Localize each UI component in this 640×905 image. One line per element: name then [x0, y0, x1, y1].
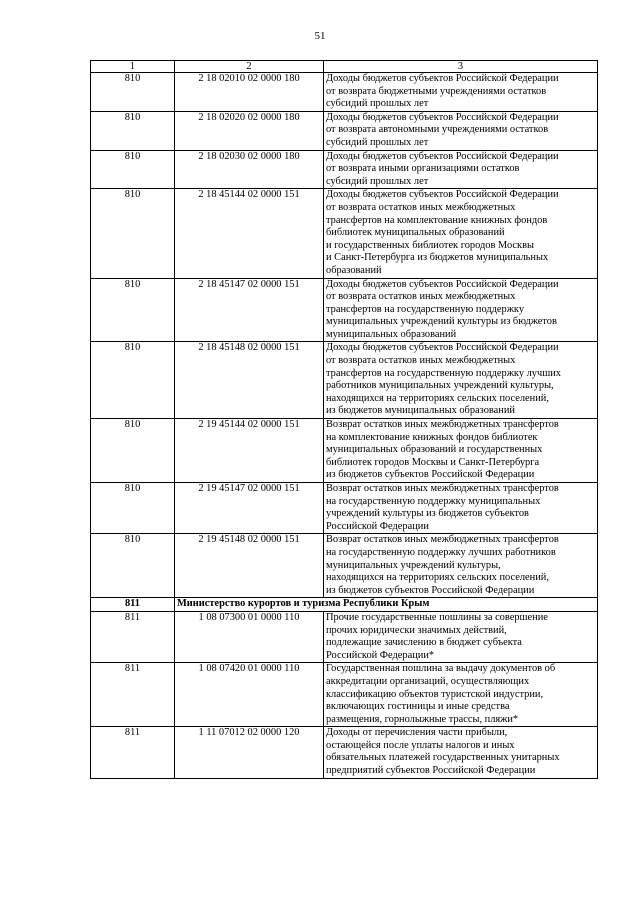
table-row — [91, 278, 598, 342]
description-line: и государственных библиотек городов Москвы — [326, 239, 534, 251]
revenue-description — [324, 189, 598, 278]
description-line: включающих гостиницы и иные средства — [326, 701, 510, 713]
table-row — [91, 189, 598, 278]
description-line: Российской Федерации* — [326, 649, 435, 661]
revenue-description — [324, 342, 598, 419]
description-line: трансфертов на государственную поддержку лучших — [326, 367, 561, 379]
administrator-code: 811 — [91, 663, 175, 727]
description-line: Прочие государственные пошлины за совершение — [326, 611, 548, 623]
column-header-1: 1 — [91, 61, 175, 73]
budget-classification-code: 1 08 07300 01 0000 110 — [175, 611, 324, 662]
description-line: от возврата остатков иных межбюджетных — [326, 291, 516, 303]
revenue-description — [324, 534, 598, 598]
description-line: от возврата иными организациями остатков — [326, 163, 520, 175]
description-line: Доходы бюджетов субъектов Российской Федерации — [326, 189, 559, 201]
table-row — [91, 483, 598, 534]
budget-classification-code: 1 08 07420 01 0000 110 — [175, 663, 324, 727]
administrator-code: 810 — [91, 111, 175, 150]
description-line: муниципальных образований — [326, 328, 457, 340]
budget-classification-code: 2 18 45144 02 0000 151 — [175, 189, 324, 278]
description-line: муниципальных образований и государственных — [326, 444, 543, 456]
administrator-code: 810 — [91, 342, 175, 419]
table-row — [91, 611, 598, 662]
description-line: от возврата остатков иных межбюджетных — [326, 355, 516, 367]
revenue-description — [324, 73, 598, 112]
administrator-code: 810 — [91, 73, 175, 112]
description-line: остающейся после уплаты налогов и иных — [326, 739, 515, 751]
description-line: от возврата остатков иных межбюджетных — [326, 201, 516, 213]
administrator-code: 810 — [91, 189, 175, 278]
description-line: от возврата автономными учреждениями остатков — [326, 124, 549, 136]
budget-classification-code: 2 18 02020 02 0000 180 — [175, 111, 324, 150]
description-line: размещения, горнолыжные трассы, пляжи* — [326, 713, 519, 725]
table-row — [91, 727, 598, 778]
description-line: Государственная пошлина за выдачу документов об — [326, 663, 556, 675]
column-header-2: 2 — [175, 61, 324, 73]
description-line: предприятий субъектов Российской Федерации — [326, 765, 536, 777]
revenue-codes-table — [90, 60, 598, 779]
description-line: Доходы бюджетов субъектов Российской Федерации — [326, 111, 559, 123]
description-line: трансфертов на комплектование книжных фондов — [326, 214, 548, 226]
budget-classification-code: 1 11 07012 02 0000 120 — [175, 727, 324, 778]
budget-classification-code: 2 19 45148 02 0000 151 — [175, 534, 324, 598]
description-line: на комплектование книжных фондов библиотек — [326, 431, 538, 443]
description-line: находящихся на территориях сельских поселений, — [326, 392, 549, 404]
description-line: работников муниципальных учреждений культуры, — [326, 380, 554, 392]
description-line: обязательных платежей государственных унитарных — [326, 752, 560, 764]
revenue-description — [324, 663, 598, 727]
description-line: библиотек муниципальных образований — [326, 227, 505, 239]
description-line: находящихся на территориях сельских поселений, — [326, 572, 549, 584]
administrator-code: 810 — [91, 534, 175, 598]
administrator-code: 810 — [91, 483, 175, 534]
description-line: Доходы бюджетов субъектов Российской Федерации — [326, 73, 559, 84]
description-line: Возврат остатков иных межбюджетных трансфертов — [326, 419, 559, 431]
administrator-code: 810 — [91, 419, 175, 483]
description-line: учреждений культуры из бюджетов субъектов — [326, 508, 529, 520]
description-line: Доходы бюджетов субъектов Российской Федерации — [326, 278, 559, 290]
description-line: субсидий прошлых лет — [326, 98, 429, 110]
description-line: из бюджетов субъектов Российской Федерации — [326, 469, 535, 481]
description-line: на государственную поддержку лучших работников — [326, 546, 556, 558]
description-line: классификацию объектов туристской индустрии, — [326, 688, 544, 700]
description-line: библиотек городов Москвы и Санкт-Петербурга — [326, 456, 540, 468]
description-line: Доходы бюджетов субъектов Российской Федерации — [326, 150, 559, 162]
revenue-description — [324, 611, 598, 662]
description-line: Доходы от перечисления части прибыли, — [326, 727, 508, 739]
page-number: 51 — [314, 30, 326, 42]
description-line: аккредитации организаций, осуществляющих — [326, 675, 530, 687]
description-line: подлежащие зачислению в бюджет субъекта — [326, 637, 522, 649]
revenue-description — [324, 483, 598, 534]
table-row — [91, 419, 598, 483]
administrator-code: 811 — [91, 598, 175, 612]
table-row — [91, 150, 598, 189]
administrator-code: 810 — [91, 150, 175, 189]
description-line: из бюджетов муниципальных образований — [326, 405, 515, 417]
section-header-row — [91, 598, 598, 612]
description-line: муниципальных учреждений культуры, — [326, 559, 501, 571]
budget-classification-code: 2 18 02030 02 0000 180 — [175, 150, 324, 189]
revenue-description — [324, 150, 598, 189]
description-line: образований — [326, 264, 382, 276]
administrator-code: 811 — [91, 611, 175, 662]
table-body — [91, 73, 598, 779]
description-line: трансфертов на государственную поддержку — [326, 303, 525, 315]
description-line: на государственную поддержку муниципальных — [326, 495, 541, 507]
table-row — [91, 663, 598, 727]
table-row — [91, 534, 598, 598]
description-line: прочих юридически значимых действий, — [326, 624, 507, 636]
description-line: и Санкт-Петербурга из бюджетов муниципальных — [326, 252, 549, 264]
description-line: субсидий прошлых лет — [326, 175, 429, 187]
administrator-code: 811 — [91, 727, 175, 778]
section-title: Министерство курортов и туризма Республики Крым — [175, 598, 324, 612]
revenue-description — [324, 111, 598, 150]
description-line: Возврат остатков иных межбюджетных трансфертов — [326, 483, 559, 494]
budget-classification-code: 2 18 45147 02 0000 151 — [175, 278, 324, 342]
revenue-description — [324, 727, 598, 778]
column-number-row — [91, 61, 598, 73]
description-line: субсидий прошлых лет — [326, 136, 429, 148]
administrator-code: 810 — [91, 278, 175, 342]
table-row — [91, 342, 598, 419]
description-line: Доходы бюджетов субъектов Российской Федерации — [326, 342, 559, 354]
description-line: Российской Федерации — [326, 520, 429, 532]
description-line: Возврат остатков иных межбюджетных трансфертов — [326, 534, 559, 546]
table-row — [91, 73, 598, 112]
budget-classification-code: 2 18 02010 02 0000 180 — [175, 73, 324, 112]
description-line: от возврата бюджетными учреждениями остатков — [326, 85, 547, 97]
description-line: муниципальных учреждений культуры из бюджетов — [326, 316, 557, 328]
description-line: из бюджетов субъектов Российской Федерации — [326, 584, 535, 596]
budget-classification-code: 2 19 45144 02 0000 151 — [175, 419, 324, 483]
revenue-description — [324, 278, 598, 342]
table-row — [91, 111, 598, 150]
budget-classification-code: 2 18 45148 02 0000 151 — [175, 342, 324, 419]
column-header-3: 3 — [324, 61, 598, 73]
budget-classification-code: 2 19 45147 02 0000 151 — [175, 483, 324, 534]
revenue-description — [324, 419, 598, 483]
